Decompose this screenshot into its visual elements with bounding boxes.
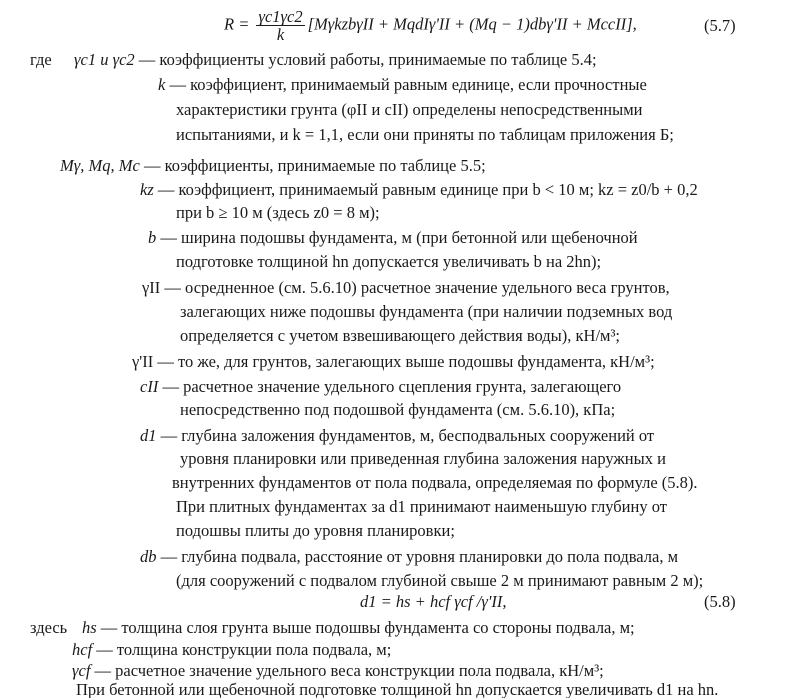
def-d1-cont-3: При плитных фундаментах за d1 принимают наименьшую глубину от bbox=[176, 497, 667, 516]
def-k-cont-2: испытаниями, и k = 1,1, если они приняты по таблицам приложения Б; bbox=[176, 125, 674, 144]
final-note: При бетонной или щебеночной подготовке толщиной hn допускается увеличивать d1 на hn. bbox=[76, 680, 719, 698]
def-c-ii bbox=[140, 377, 621, 397]
formula-5-7-number: (5.7) bbox=[704, 16, 736, 35]
def-gamma-ii bbox=[142, 278, 670, 298]
def-text: — коэффициент, принимаемый равным единице, если прочностные bbox=[169, 75, 647, 94]
def-gamma-cf bbox=[72, 661, 604, 681]
def-term: db bbox=[140, 547, 157, 566]
formula-5-7-lhs: R = bbox=[224, 14, 254, 34]
def-text: — расчетное значение удельного сцепления грунта, залегающего bbox=[162, 377, 622, 396]
def-term: Mγ, Mq, Mc bbox=[60, 156, 140, 175]
def-term: γc1 и γc2 bbox=[74, 50, 135, 69]
def-k bbox=[158, 75, 647, 95]
def-db-cont-1: (для сооружений с подвалом глубиной свыше 2 м принимают равным 2 м); bbox=[176, 571, 704, 590]
def-term: b bbox=[148, 228, 157, 247]
def-gamma-ii-cont-1: залегающих ниже подошвы фундамента (при наличии подземных вод bbox=[180, 302, 673, 321]
def-b-cont-1: подготовке толщиной hn допускается увеличивать b на 2hn); bbox=[176, 252, 602, 271]
def-term: k bbox=[158, 75, 166, 94]
def-term: cII bbox=[140, 377, 159, 396]
def-m-coefficients bbox=[60, 156, 486, 176]
def-term: γII bbox=[142, 278, 161, 297]
formula-5-7-rhs: [MγkzbγII + MqdIγ'II + (Mq − 1)dbγ'II + McсII], bbox=[307, 14, 637, 34]
def-b bbox=[148, 228, 638, 248]
def-text: — то же, для грунтов, залегающих выше подошвы фундамента, кН/м³; bbox=[157, 352, 655, 371]
def-hcf bbox=[72, 640, 391, 660]
here-label: здесь bbox=[30, 618, 68, 637]
def-text: — толщина конструкции пола подвала, м; bbox=[96, 640, 392, 659]
def-term: d1 bbox=[140, 426, 157, 445]
formula-5-8-text: d1 = hs + hcf γcf /γ'II, bbox=[360, 592, 507, 611]
def-term: hs bbox=[82, 618, 97, 637]
where-label: где bbox=[30, 50, 52, 69]
def-text: — толщина слоя грунта выше подошвы фундамента со стороны подвала, м; bbox=[100, 618, 635, 637]
def-term: γcf bbox=[72, 661, 91, 680]
def-d1-cont-1: уровня планировки или приведенная глубина заложения наружных и bbox=[180, 449, 666, 468]
def-gamma-prime-ii bbox=[132, 352, 655, 372]
def-text: — расчетное значение удельного веса конструкции пола подвала, кН/м³; bbox=[94, 661, 604, 680]
formula-5-7-fraction bbox=[256, 8, 304, 43]
formula-5-8 bbox=[360, 592, 507, 612]
def-kz bbox=[140, 180, 698, 200]
def-gamma-ii-cont-2: определяется с учетом взвешивающего действия воды), кН/м³; bbox=[180, 326, 620, 345]
def-text: — глубина подвала, расстояние от уровня планировки до пола подвала, м bbox=[160, 547, 679, 566]
def-d1 bbox=[140, 426, 654, 446]
def-text: — коэффициенты, принимаемые по таблице 5.5; bbox=[143, 156, 486, 175]
def-d1-cont-2: внутренних фундаментов от пола подвала, определяемая по формуле (5.8). bbox=[172, 473, 698, 492]
formula-5-7-denominator: k bbox=[276, 25, 285, 44]
formula-5-8-number: (5.8) bbox=[704, 592, 736, 611]
def-db bbox=[140, 547, 678, 567]
def-text: — осредненное (см. 5.6.10) расчетное значение удельного веса грунтов, bbox=[164, 278, 670, 297]
def-d1-cont-4: подошвы плиты до уровня планировки; bbox=[176, 521, 455, 540]
formula-5-7 bbox=[224, 8, 637, 43]
def-c-ii-cont-1: непосредственно под подошвой фундамента (см. 5.6.10), кПа; bbox=[180, 400, 616, 419]
def-kz-cont-1: при b ≥ 10 м (здесь z0 = 8 м); bbox=[176, 203, 380, 222]
def-term: γ'II bbox=[132, 352, 154, 371]
def-text: — коэффициенты условий работы, принимаемые по таблице 5.4; bbox=[138, 50, 597, 69]
def-term: hcf bbox=[72, 640, 93, 659]
def-text: — ширина подошвы фундамента, м (при бетонной или щебеночной bbox=[160, 228, 638, 247]
formula-5-7-numerator: γc1γc2 bbox=[258, 7, 303, 26]
def-k-cont-1: характеристики грунта (φII и cII) определены непосредственными bbox=[176, 100, 643, 119]
def-term: kz bbox=[140, 180, 154, 199]
def-text: — коэффициент, принимаемый равным единице при b < 10 м; kz = z0/b + 0,2 bbox=[157, 180, 698, 199]
def-gamma-c bbox=[74, 50, 597, 70]
def-text: — глубина заложения фундаментов, м, бесподвальных сооружений от bbox=[160, 426, 655, 445]
def-hs bbox=[82, 618, 635, 638]
